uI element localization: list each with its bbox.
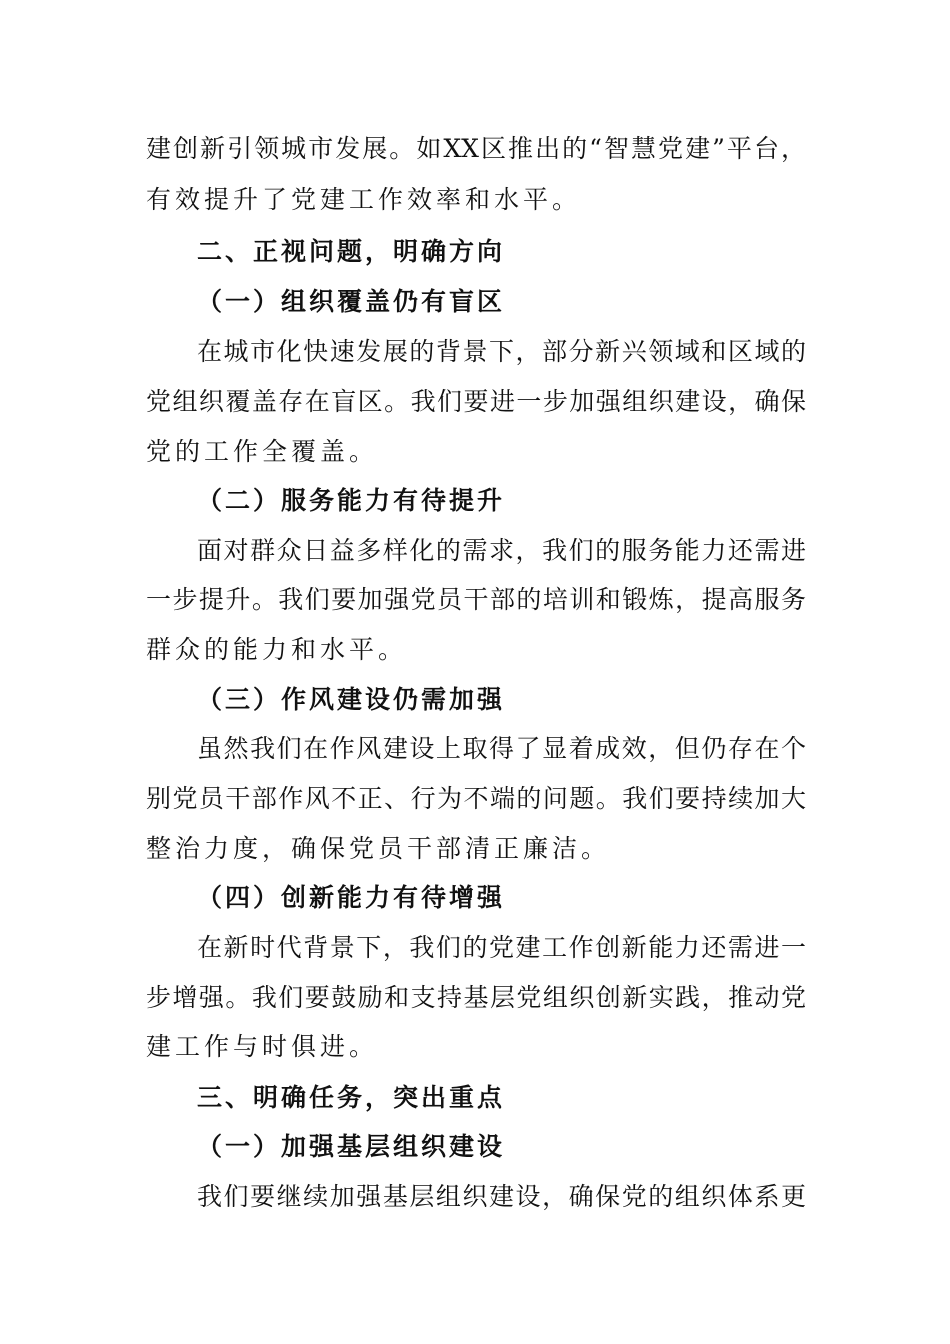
section-heading-3: 三、明确任务，突出重点 xyxy=(197,1083,506,1112)
subsection-heading-2-3: （三）作风建设仍需加强 xyxy=(197,685,506,714)
body-text-line: 步增强。我们要鼓励和支持基层党组织创新实践，推动党 xyxy=(146,983,806,1012)
body-text-line: 有效提升了党建工作效率和水平。 xyxy=(146,185,582,214)
subsection-heading-2-2: （二）服务能力有待提升 xyxy=(197,486,506,515)
body-text-line: 群众的能力和水平。 xyxy=(146,635,408,664)
body-text-line: 我们要继续加强基层组织建设，确保党的组织体系更 xyxy=(197,1182,806,1211)
subsection-heading-3-1: （一）加强基层组织建设 xyxy=(197,1132,506,1161)
body-text-line: 建创新引领城市发展。如XX区推出的“智慧党建”平台， xyxy=(146,134,806,163)
body-text-line: 党的工作全覆盖。 xyxy=(146,437,379,466)
body-text-line: 在新时代背景下，我们的党建工作创新能力还需进一 xyxy=(197,933,806,962)
body-text-line: 在城市化快速发展的背景下，部分新兴领域和区域的 xyxy=(197,337,806,366)
body-text-line: 虽然我们在作风建设上取得了显着成效，但仍存在个 xyxy=(197,734,806,763)
body-text-line: 一步提升。我们要加强党员干部的培训和锻炼，提高服务 xyxy=(146,585,806,614)
subsection-heading-2-4: （四）创新能力有待增强 xyxy=(197,883,506,912)
body-text-line: 别党员干部作风不正、行为不端的问题。我们要持续加大 xyxy=(146,784,806,813)
body-text-line: 整治力度，确保党员干部清正廉洁。 xyxy=(146,834,611,863)
subsection-heading-2-1: （一）组织覆盖仍有盲区 xyxy=(197,287,506,316)
section-heading-2: 二、正视问题，明确方向 xyxy=(197,237,506,266)
body-text-line: 面对群众日益多样化的需求，我们的服务能力还需进 xyxy=(197,536,806,565)
body-text-line: 建工作与时俱进。 xyxy=(146,1032,379,1061)
body-text-line: 党组织覆盖存在盲区。我们要进一步加强组织建设，确保 xyxy=(146,387,806,416)
